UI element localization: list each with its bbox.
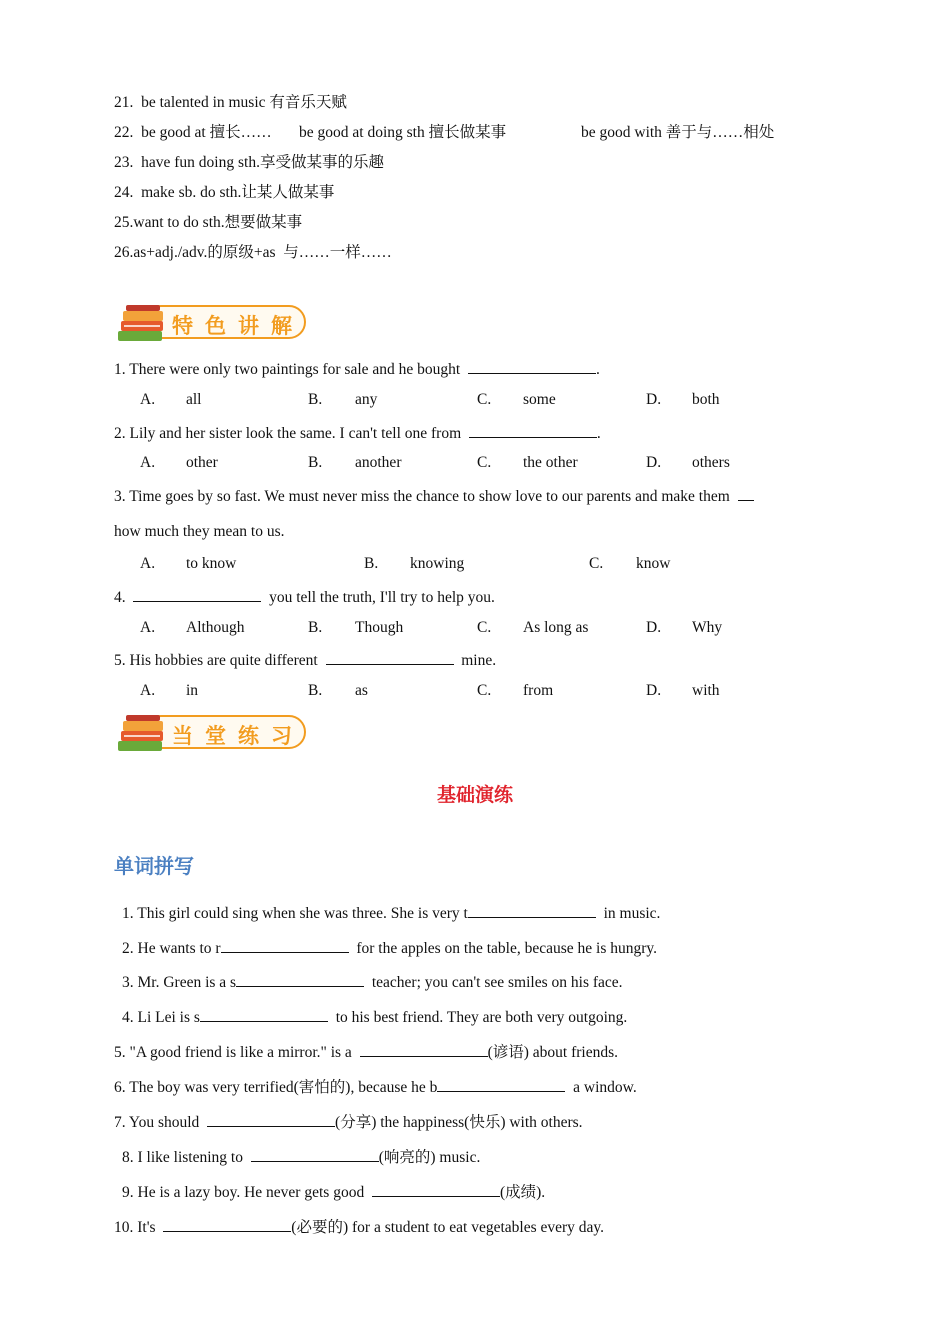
spelling-6-post: a window. bbox=[573, 1079, 637, 1096]
q1-option-b[interactable]: any bbox=[355, 391, 378, 408]
answer-blank[interactable] bbox=[207, 1111, 335, 1127]
q1-option-c-label: C. bbox=[477, 391, 492, 408]
q5-option-b[interactable]: as bbox=[355, 682, 368, 699]
phrase-23: 23. have fun doing sth.享受做某事的乐趣 bbox=[114, 154, 384, 171]
spelling-1-post: in music. bbox=[603, 905, 661, 922]
q5-option-a-label: A. bbox=[140, 682, 156, 699]
center-title: 基础演练 bbox=[436, 784, 513, 806]
spelling-item-4 bbox=[122, 1006, 627, 1028]
q5-option-d-label: D. bbox=[646, 682, 662, 699]
spelling-5-pre: 5. "A good friend is like a mirror." is a bbox=[114, 1044, 352, 1061]
q3-option-a[interactable]: to know bbox=[186, 555, 237, 572]
phrase-22a: 22. be good at 擅长…… bbox=[114, 124, 272, 141]
answer-blank[interactable] bbox=[469, 422, 597, 438]
spelling-5-post: (谚语) about friends. bbox=[487, 1044, 618, 1061]
answer-blank[interactable] bbox=[468, 902, 596, 918]
spelling-6-pre: 6. The boy was very terrified(害怕的), because he b bbox=[114, 1079, 438, 1096]
question-2-end: . bbox=[596, 425, 601, 442]
question-3-text: 3. Time goes by so fast. We must never miss the chance to show love to our parents and make them bbox=[114, 488, 730, 505]
answer-blank[interactable] bbox=[738, 485, 754, 501]
phrase-22b: be good at doing sth 擅长做某事 bbox=[299, 124, 507, 141]
question-5-end: mine. bbox=[461, 652, 497, 669]
phrase-21: 21. be talented in music 有音乐天赋 bbox=[114, 94, 347, 111]
q3-option-a-label: A. bbox=[140, 555, 156, 572]
answer-blank[interactable] bbox=[372, 1181, 500, 1197]
answer-blank[interactable] bbox=[236, 971, 364, 987]
q2-option-a-label: A. bbox=[140, 454, 156, 471]
spelling-item-6 bbox=[114, 1076, 637, 1098]
spelling-9-pre: 9. He is a lazy boy. He never gets good bbox=[122, 1184, 365, 1201]
spelling-4-pre: 4. Li Lei is s bbox=[122, 1009, 200, 1026]
question-1-text: 1. There were only two paintings for sale and he bought bbox=[114, 361, 461, 378]
question-4 bbox=[114, 586, 495, 608]
q1-option-d-label: D. bbox=[646, 391, 662, 408]
q5-option-a[interactable]: in bbox=[186, 682, 199, 699]
q4-option-b[interactable]: Though bbox=[355, 619, 404, 636]
answer-blank[interactable] bbox=[133, 586, 261, 602]
question-1-end: . bbox=[595, 361, 600, 378]
answer-blank[interactable] bbox=[360, 1041, 488, 1057]
banner-text: 特色讲解 bbox=[172, 314, 304, 338]
spelling-2-post: for the apples on the table, because he is hungry. bbox=[356, 940, 658, 957]
spelling-item-2 bbox=[122, 937, 657, 959]
q4-option-d-label: D. bbox=[646, 619, 662, 636]
question-5-text: 5. His hobbies are quite different bbox=[114, 652, 318, 669]
q4-option-c-label: C. bbox=[477, 619, 492, 636]
spelling-item-1 bbox=[122, 902, 660, 924]
spelling-3-pre: 3. Mr. Green is a s bbox=[122, 974, 237, 991]
answer-blank[interactable] bbox=[163, 1216, 291, 1232]
q1-option-b-label: B. bbox=[308, 391, 323, 408]
spelling-7-post: (分享) the happiness(快乐) with others. bbox=[335, 1114, 583, 1131]
answer-blank[interactable] bbox=[200, 1006, 328, 1022]
spelling-item-3 bbox=[122, 971, 623, 993]
answer-blank[interactable] bbox=[326, 649, 454, 665]
answer-blank[interactable] bbox=[468, 358, 596, 374]
q2-option-b[interactable]: another bbox=[355, 454, 402, 471]
books-icon bbox=[114, 297, 174, 349]
phrase-25: 25.want to do sth.想要做某事 bbox=[114, 214, 303, 231]
banner-text: 当堂练习 bbox=[172, 724, 304, 748]
spelling-item-5 bbox=[114, 1041, 618, 1063]
spelling-item-8 bbox=[122, 1146, 480, 1168]
answer-blank[interactable] bbox=[221, 937, 349, 953]
question-3-line2: how much they mean to us. bbox=[114, 523, 285, 540]
q2-option-d-label: D. bbox=[646, 454, 662, 471]
spelling-item-9 bbox=[122, 1181, 545, 1203]
books-icon bbox=[114, 707, 174, 759]
spelling-4-post: to his best friend. They are both very outgoing. bbox=[335, 1009, 628, 1026]
spelling-8-post: (响亮的) music. bbox=[378, 1149, 481, 1166]
q1-option-a-label: A. bbox=[140, 391, 156, 408]
spelling-item-7 bbox=[114, 1111, 583, 1133]
q2-option-c-label: C. bbox=[477, 454, 492, 471]
spelling-3-post: teacher; you can't see smiles on his face. bbox=[371, 974, 623, 991]
question-1 bbox=[114, 358, 600, 380]
phrase-26: 26.as+adj./adv.的原级+as 与……一样…… bbox=[114, 244, 392, 261]
q4-option-a-label: A. bbox=[140, 619, 156, 636]
q5-option-b-label: B. bbox=[308, 682, 323, 699]
banner-tese-jiangjie bbox=[114, 297, 314, 349]
q2-option-b-label: B. bbox=[308, 454, 323, 471]
spelling-2-pre: 2. He wants to r bbox=[122, 940, 221, 957]
q2-option-c[interactable]: the other bbox=[523, 454, 578, 471]
q5-option-c-label: C. bbox=[477, 682, 492, 699]
banner-dangtang-lianxi bbox=[114, 707, 314, 759]
q1-option-a[interactable]: all bbox=[186, 391, 202, 408]
spelling-9-post: (成绩). bbox=[499, 1184, 546, 1201]
q2-option-a[interactable]: other bbox=[186, 454, 218, 471]
q1-option-d[interactable]: both bbox=[692, 391, 720, 408]
q3-option-b[interactable]: knowing bbox=[410, 555, 465, 572]
spelling-1-pre: 1. This girl could sing when she was three. She is very t bbox=[122, 905, 468, 922]
q3-option-b-label: B. bbox=[364, 555, 379, 572]
spelling-item-10 bbox=[114, 1216, 604, 1238]
phrase-24: 24. make sb. do sth.让某人做某事 bbox=[114, 184, 335, 201]
q3-option-c[interactable]: know bbox=[636, 555, 671, 572]
spelling-10-pre: 10. It's bbox=[114, 1219, 156, 1236]
section-title: 单词拼写 bbox=[114, 854, 194, 878]
q5-option-c[interactable]: from bbox=[523, 682, 554, 699]
question-4-text: you tell the truth, I'll try to help you. bbox=[269, 589, 495, 606]
spelling-8-pre: 8. I like listening to bbox=[122, 1149, 243, 1166]
question-4-number: 4. bbox=[114, 589, 126, 606]
q5-option-d[interactable]: with bbox=[692, 682, 720, 699]
q2-option-d[interactable]: others bbox=[692, 454, 730, 471]
question-5 bbox=[114, 649, 496, 671]
answer-blank[interactable] bbox=[437, 1076, 565, 1092]
answer-blank[interactable] bbox=[251, 1146, 379, 1162]
q4-option-b-label: B. bbox=[308, 619, 323, 636]
question-3 bbox=[114, 485, 754, 507]
q3-option-c-label: C. bbox=[589, 555, 604, 572]
q4-option-a[interactable]: Although bbox=[186, 619, 245, 636]
q1-option-c[interactable]: some bbox=[523, 391, 556, 408]
q4-option-c[interactable]: As long as bbox=[523, 619, 589, 636]
phrase-22c: be good with 善于与……相处 bbox=[581, 124, 775, 141]
spelling-7-pre: 7. You should bbox=[114, 1114, 200, 1131]
q4-option-d[interactable]: Why bbox=[692, 619, 723, 636]
question-2-text: 2. Lily and her sister look the same. I can't tell one from bbox=[114, 425, 462, 442]
question-2 bbox=[114, 422, 601, 444]
spelling-10-post: (必要的) for a student to eat vegetables every day. bbox=[291, 1219, 605, 1236]
